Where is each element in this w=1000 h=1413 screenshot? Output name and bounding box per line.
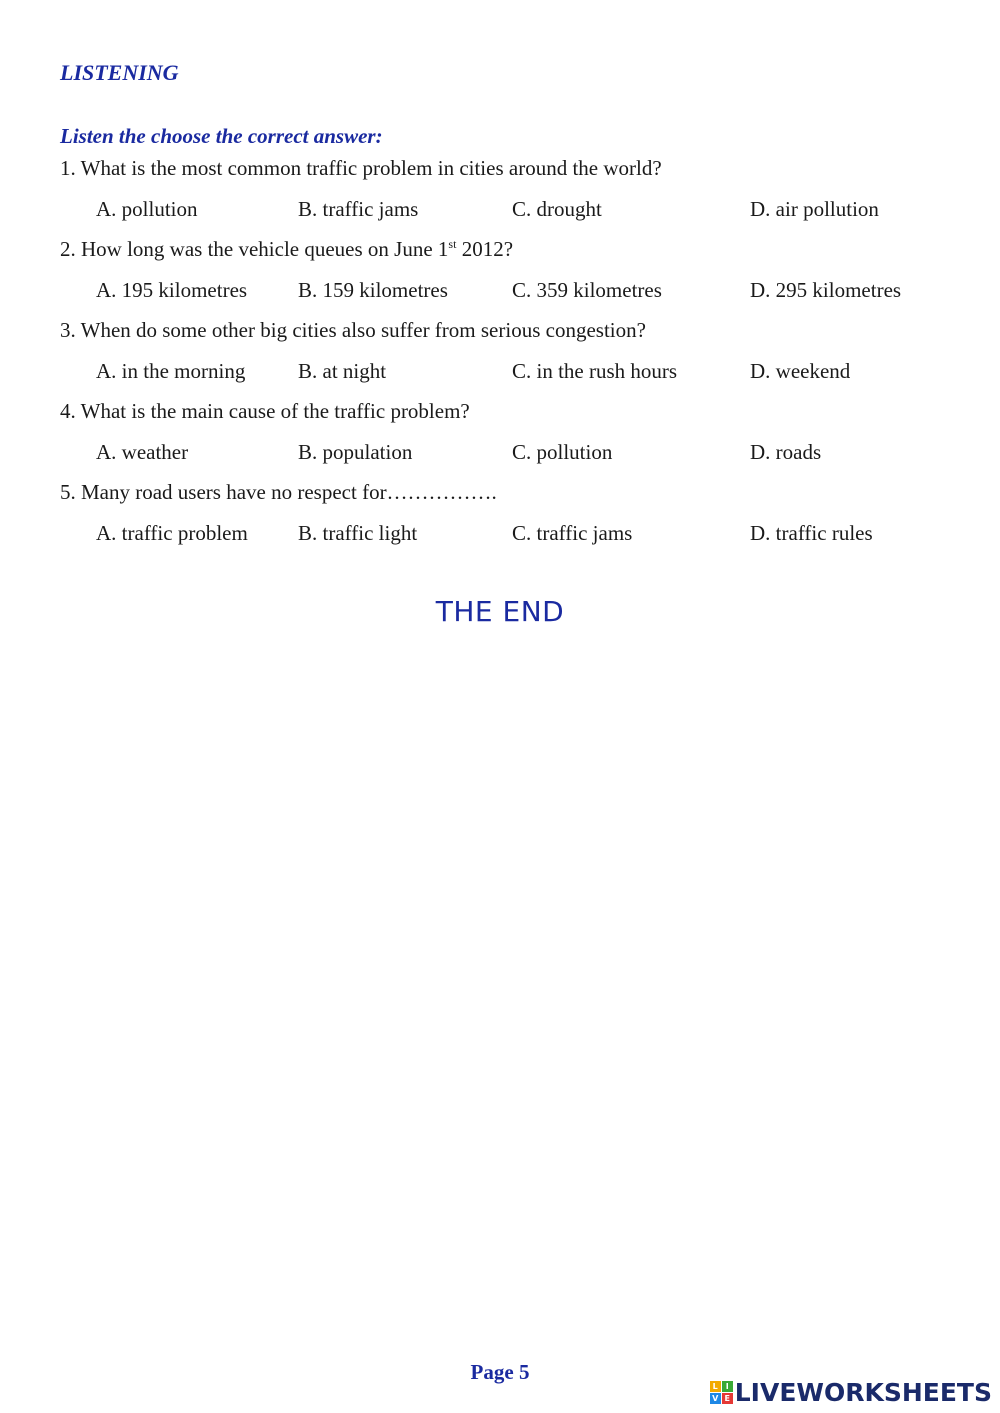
question-4-option-d[interactable]: D. roads (750, 440, 822, 464)
question-5-option-d[interactable]: D. traffic rules (750, 521, 873, 545)
liveworksheets-watermark (710, 1378, 992, 1407)
instruction-text: Listen the choose the correct answer: (60, 124, 383, 148)
question-1-option-d[interactable]: D. air pollution (750, 197, 879, 221)
question-1-option-a[interactable]: A. pollution (96, 197, 198, 221)
logo-letter-l: L (710, 1381, 721, 1392)
question-4-option-c[interactable]: C. pollution (512, 440, 613, 464)
question-2 (60, 237, 513, 262)
logo-letter-e: E (722, 1393, 733, 1404)
question-1: 1. What is the most common traffic problem in cities around the world? (60, 156, 662, 180)
liveworksheets-logo-icon (710, 1381, 733, 1404)
logo-letter-v: V (710, 1393, 721, 1404)
question-2-text-end: 2012? (456, 237, 514, 261)
section-title: LISTENING (60, 60, 179, 85)
question-3-option-b[interactable]: B. at night (298, 359, 387, 383)
question-2-option-c[interactable]: C. 359 kilometres (512, 278, 662, 302)
question-5-option-a[interactable]: A. traffic problem (96, 521, 248, 545)
watermark-text: LIVEWORKSHEETS (734, 1378, 992, 1407)
question-2-option-d[interactable]: D. 295 kilometres (750, 278, 902, 302)
question-2-text: 2. How long was the vehicle queues on June 1 (60, 237, 449, 261)
question-3-option-c[interactable]: C. in the rush hours (512, 359, 678, 383)
question-3-option-a[interactable]: A. in the morning (96, 359, 246, 383)
logo-letter-i: I (722, 1381, 733, 1392)
question-2-superscript: st (448, 237, 457, 251)
question-2-option-b[interactable]: B. 159 kilometres (298, 278, 448, 302)
question-2-option-a[interactable]: A. 195 kilometres (96, 278, 248, 302)
question-5-option-c[interactable]: C. traffic jams (512, 521, 633, 545)
question-3: 3. When do some other big cities also suffer from serious congestion? (60, 318, 646, 342)
question-5: 5. Many road users have no respect for……………. (60, 480, 497, 504)
question-4: 4. What is the main cause of the traffic problem? (60, 399, 470, 423)
the-end-heading: THE END (435, 595, 565, 628)
question-4-option-a[interactable]: A. weather (96, 440, 189, 464)
question-3-option-d[interactable]: D. weekend (750, 359, 851, 383)
question-1-option-b[interactable]: B. traffic jams (298, 197, 419, 221)
page-number: Page 5 (470, 1360, 530, 1384)
question-1-option-c[interactable]: C. drought (512, 197, 602, 221)
question-4-option-b[interactable]: B. population (298, 440, 413, 464)
question-5-option-b[interactable]: B. traffic light (298, 521, 418, 545)
